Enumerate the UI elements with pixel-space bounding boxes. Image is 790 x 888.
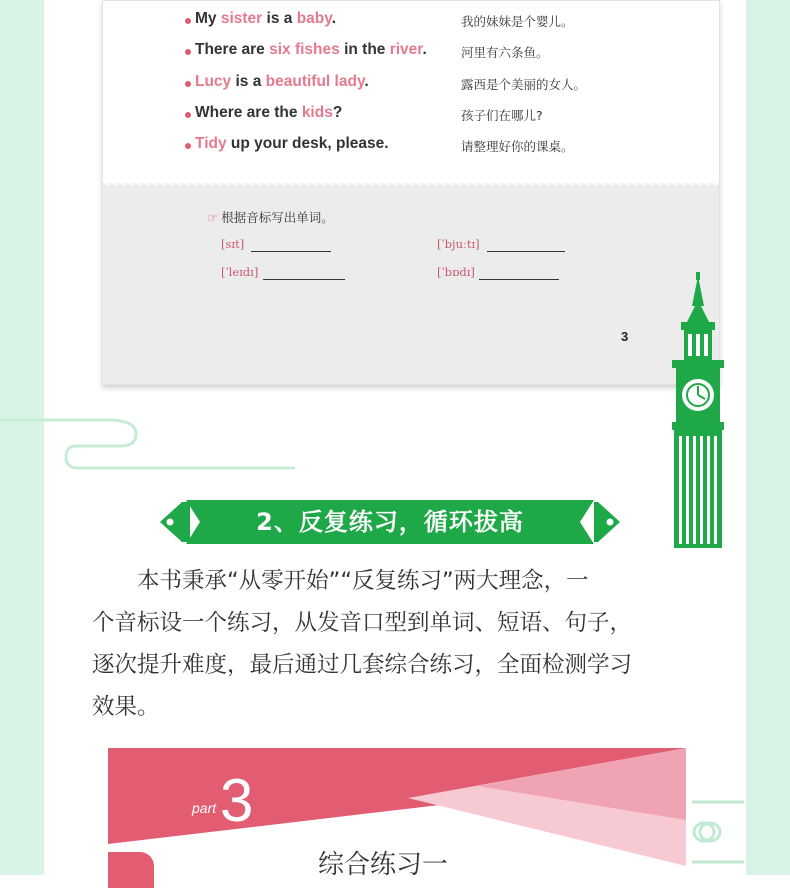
paragraph-line: 效果。 <box>92 694 160 720</box>
highlighted-word: baby <box>296 10 332 27</box>
sentence-text: is a <box>262 10 297 27</box>
highlighted-word: river <box>389 41 423 58</box>
answer-blank-3 <box>263 279 345 280</box>
chinese-translation: 露西是个美丽的女人。 <box>461 77 587 92</box>
bullet-dot <box>185 18 191 24</box>
highlighted-word: kids <box>301 104 333 121</box>
sentence-text: Where are the <box>195 104 302 121</box>
hand-icon: ☞ <box>207 210 219 225</box>
example-row <box>185 135 705 161</box>
exercise-block <box>103 183 719 384</box>
highlighted-word: sister <box>220 10 263 27</box>
exercise-instruction <box>207 208 334 226</box>
answer-blank-2 <box>487 251 565 252</box>
example-row <box>185 104 705 130</box>
phonetic-3: [ˈleɪdɪ] <box>221 265 259 279</box>
part-number: 3 <box>220 767 254 834</box>
book-page-preview <box>102 0 720 385</box>
english-sentence <box>195 135 389 153</box>
sentence-text: . <box>422 41 427 58</box>
chinese-translation: 河里有六条鱼。 <box>461 45 549 60</box>
example-row <box>185 10 705 36</box>
part-label: part <box>192 800 217 816</box>
instruction-text: 根据音标写出单词。 <box>221 210 334 225</box>
sentence-text: My <box>195 10 221 27</box>
english-sentence <box>195 73 369 91</box>
sentence-text: ? <box>332 104 343 121</box>
sentence-text: is a <box>231 73 266 90</box>
highlighted-word: six fishes <box>269 41 340 58</box>
clock-tower-illustration <box>658 272 738 548</box>
answer-blank-1 <box>251 251 331 252</box>
bullet-dot <box>185 143 191 149</box>
bullet-dot <box>185 49 191 55</box>
sentence-text: There are <box>195 41 270 58</box>
answer-blank-4 <box>479 279 559 280</box>
right-decor-band <box>746 0 790 875</box>
decorative-lines <box>0 400 320 490</box>
description-paragraph <box>92 560 712 728</box>
decorative-rings <box>692 796 752 876</box>
sentence-text: . <box>331 10 337 27</box>
phonetic-1: [sɪt] <box>221 237 245 251</box>
highlighted-word: Lucy <box>195 73 232 90</box>
chinese-translation: 我的妹妹是个婴儿。 <box>461 14 574 29</box>
highlighted-word: beautiful lady <box>265 73 365 90</box>
sentence-text: in the <box>339 41 390 58</box>
highlighted-word: Tidy <box>195 135 227 152</box>
english-sentence <box>195 104 342 122</box>
paragraph-line: 逐次提升难度，最后通过几套综合练习，全面检测学习 <box>92 652 633 678</box>
chinese-translation: 孩子们在哪儿? <box>461 108 543 123</box>
chinese-translation: 请整理好你的课桌。 <box>461 139 574 154</box>
phonetic-4: [ˈbɒdɪ] <box>437 265 475 279</box>
bullet-dot <box>185 112 191 118</box>
example-row <box>185 73 705 99</box>
sentence-text: up your desk, please. <box>226 135 389 152</box>
scallop-edge <box>103 179 719 187</box>
pink-tab <box>108 852 154 888</box>
paragraph-line: 本书秉承“从零开始”“反复练习”两大理念，一 <box>92 568 589 594</box>
bullet-dot <box>185 81 191 87</box>
english-sentence <box>195 10 336 28</box>
paragraph-line: 个音标设一个练习，从发音口型到单词、短语、句子， <box>92 610 633 636</box>
english-sentence <box>195 41 427 59</box>
part-preview-card <box>108 748 686 888</box>
phonetic-2: [ˈbjuːtɪ] <box>437 237 480 251</box>
page-number: 3 <box>621 329 629 344</box>
example-row <box>185 41 705 67</box>
exercise-title: 综合练习一 <box>318 850 449 880</box>
section-heading: 2、反复练习，循环拔高 <box>256 508 524 536</box>
sentence-text: . <box>364 73 369 90</box>
